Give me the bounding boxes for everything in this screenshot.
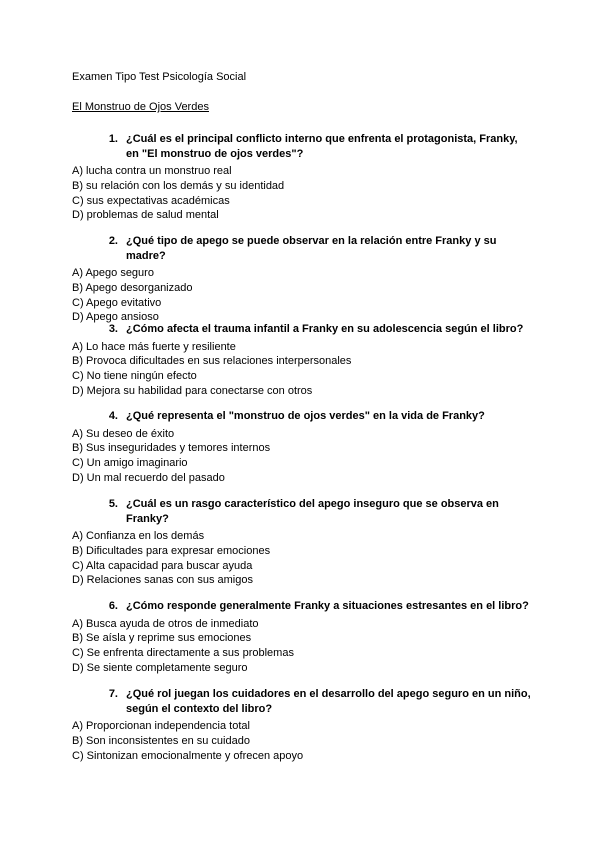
question-number: 1. — [108, 133, 118, 145]
answer-option-a: A) Busca ayuda de otros de inmediato — [72, 617, 259, 630]
question-5 — [72, 497, 532, 588]
answer-option-b: B) Sus inseguridades y temores internos — [72, 442, 271, 455]
answer-option-c: C) Alta capacidad para buscar ayuda — [72, 559, 253, 572]
answer-option-c: C) No tiene ningún efecto — [72, 370, 197, 383]
answer-option-c: C) Apego evitativo — [72, 296, 162, 309]
question-text: ¿Cómo afecta el trauma infantil a Franky en su adolescencia según el libro? — [126, 323, 524, 335]
question-3 — [72, 322, 532, 399]
answer-option-b: B) Se aísla y reprime sus emociones — [72, 632, 252, 645]
question-number: 2. — [108, 235, 118, 247]
answer-option-a: A) lucha contra un monstruo real — [72, 165, 232, 177]
question-2 — [72, 234, 532, 325]
answer-option-b: B) Son inconsistentes en su cuidado — [72, 734, 250, 747]
question-7 — [72, 687, 532, 763]
question-text: ¿Cómo responde generalmente Franky a situaciones estresantes en el libro? — [126, 600, 529, 612]
answer-option-c: C) Sintonizan emocionalmente y ofrecen apoyo — [72, 749, 304, 762]
answer-option-d: D) Un mal recuerdo del pasado — [72, 471, 225, 484]
answer-option-d: D) Apego ansioso — [72, 311, 159, 324]
answer-option-a: A) Confianza en los demás — [72, 530, 205, 542]
question-number: 4. — [108, 410, 118, 422]
question-4 — [72, 409, 532, 486]
answer-option-a: A) Lo hace más fuerte y resiliente — [72, 340, 236, 353]
question-text: ¿Qué rol juegan los cuidadores en el desarrollo del apego seguro en un niño, según el contexto del libro? — [126, 688, 531, 715]
answer-option-d: D) Relaciones sanas con sus amigos — [72, 574, 253, 587]
answer-option-c: C) Se enfrenta directamente a sus problemas — [72, 647, 294, 660]
answer-option-d: D) problemas de salud mental — [72, 209, 219, 222]
document-subtitle: El Monstruo de Ojos Verdes — [72, 101, 209, 113]
answer-option-c: C) sus expectativas académicas — [72, 194, 230, 207]
question-number: 3. — [108, 323, 118, 335]
answer-option-d: D) Se siente completamente seguro — [72, 661, 248, 674]
question-number: 7. — [108, 688, 118, 700]
question-number: 5. — [108, 498, 118, 510]
question-text: ¿Qué tipo de apego se puede observar en la relación entre Franky y su madre? — [126, 235, 497, 262]
question-text: ¿Cuál es un rasgo característico del apego inseguro que se observa en Franky? — [126, 498, 499, 525]
question-6 — [72, 599, 532, 676]
answer-option-b: B) Apego desorganizado — [72, 281, 193, 294]
answer-option-b: B) su relación con los demás y su identidad — [72, 179, 285, 192]
question-text: ¿Qué representa el "monstruo de ojos verdes" en la vida de Franky? — [126, 410, 485, 422]
question-number: 6. — [108, 600, 118, 612]
question-1 — [72, 132, 532, 223]
answer-option-b: B) Provoca dificultades en sus relaciones interpersonales — [72, 355, 352, 368]
answer-option-b: B) Dificultades para expresar emociones — [72, 544, 271, 557]
answer-option-d: D) Mejora su habilidad para conectarse con otros — [72, 384, 313, 397]
answer-option-a: A) Su deseo de éxito — [72, 427, 175, 440]
answer-option-a: A) Apego seguro — [72, 267, 154, 279]
document-header: Examen Tipo Test Psicología Social — [72, 71, 247, 83]
question-text: ¿Cuál es el principal conflicto interno que enfrenta el protagonista, Franky, en "El monstruo de ojos verdes"? — [126, 133, 518, 160]
answer-option-a: A) Proporcionan independencia total — [72, 720, 250, 732]
answer-option-c: C) Un amigo imaginario — [72, 457, 188, 470]
